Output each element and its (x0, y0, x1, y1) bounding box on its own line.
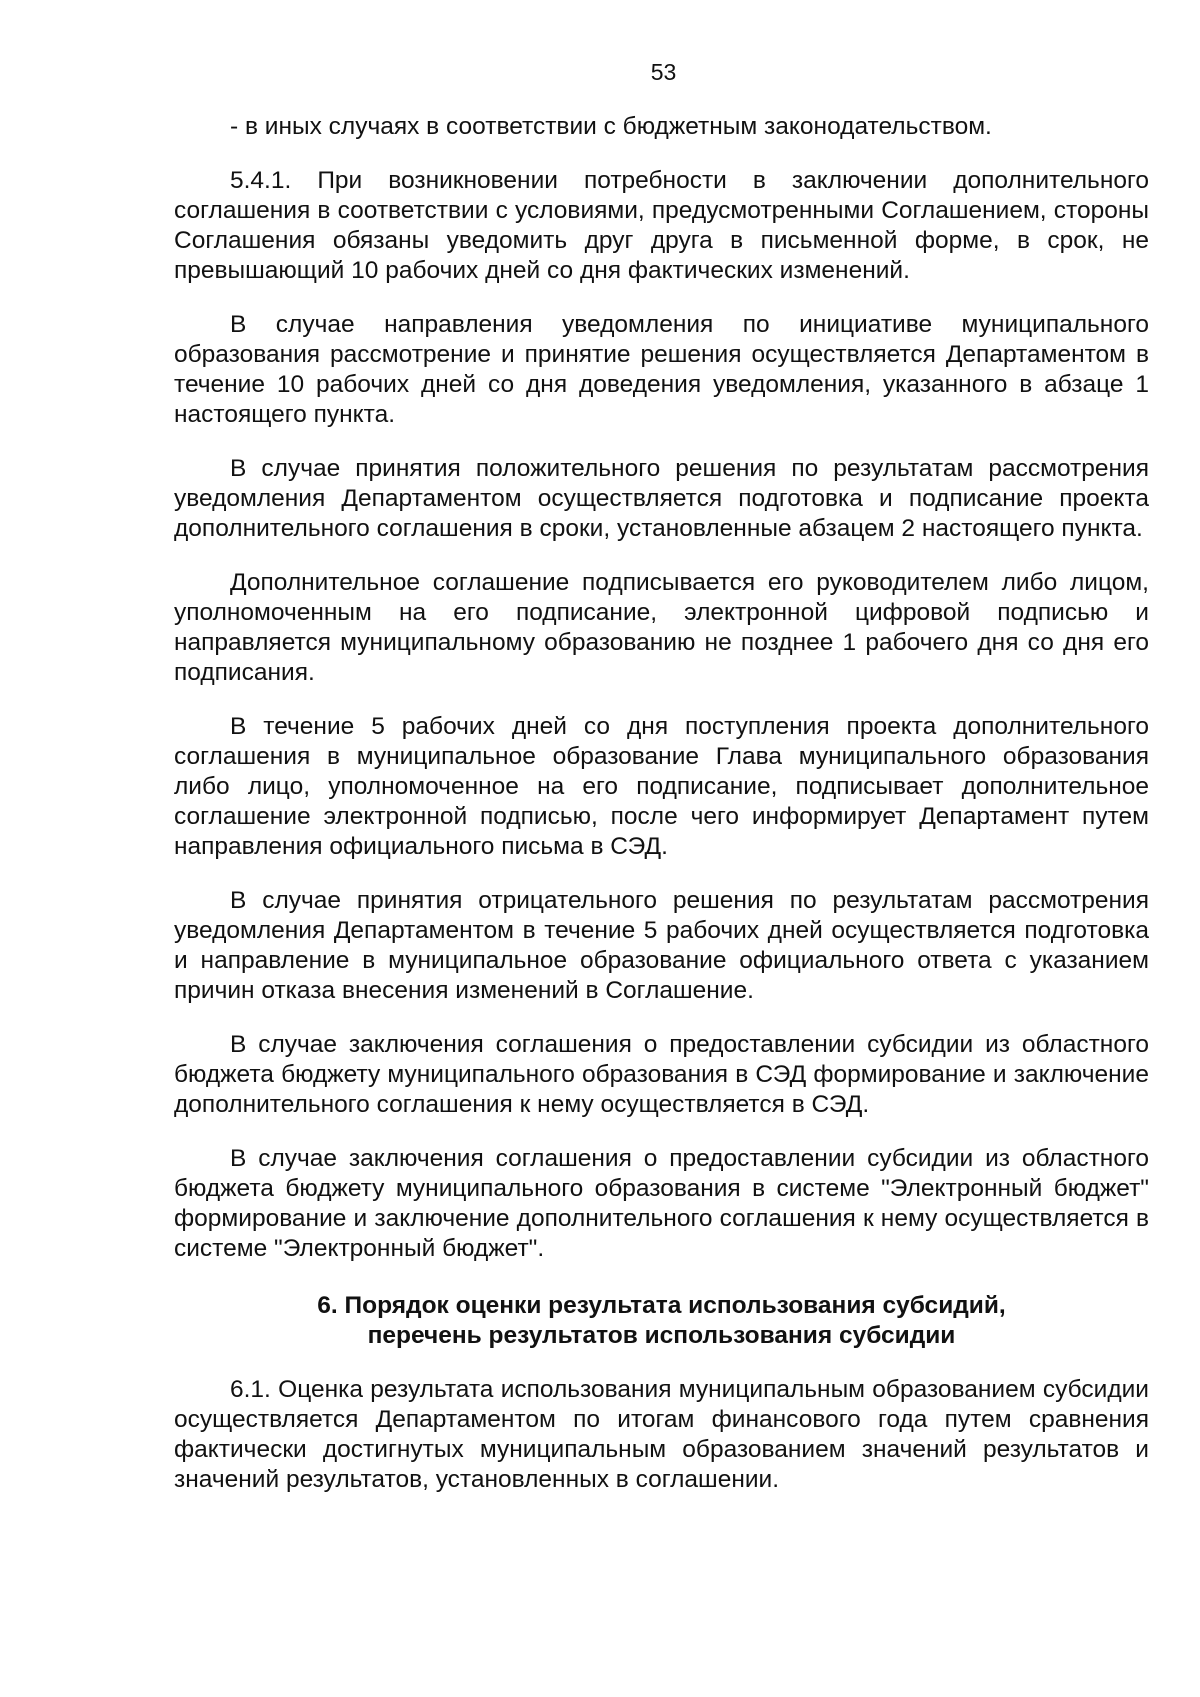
paragraph-5-4-1: 5.4.1. При возникновении потребности в заключении дополнительного соглашения в соответствии с условиями, предусмотренными Соглашением, стороны Соглашения обязаны уведомить друг друга в письменной форме, в срок, не превышающий 10 рабочих дней со дня фактических изменений. (174, 167, 1149, 284)
paragraph-five-days: В течение 5 рабочих дней со дня поступления проекта дополнительного соглашения в муниципальное образование Глава муниципального образования либо лицо, уполномоченное на его подписание, подписывает дополнительное соглашение электронной подписью, после чего информирует Департамент путем направления официального письма в СЭД. (174, 713, 1149, 860)
paragraph-notification-initiative: В случае направления уведомления по инициативе муниципального образования рассмотрение и принятие решения осуществляется Департаментом в течение 10 рабочих дней со дня доведения уведомления, указанного в абзаце 1 настоящего пункта. (174, 311, 1149, 428)
paragraph-signing: Дополнительное соглашение подписывается его руководителем либо лицом, уполномоченным на его подписание, электронной цифровой подписью и направляется муниципальному образованию не позднее 1 рабочего дня со дня его подписания. (174, 569, 1149, 686)
paragraph-sed: В случае заключения соглашения о предоставлении субсидии из областного бюджета бюджету муниципального образования в СЭД формирование и заключение дополнительного соглашения к нему осуществляется в СЭД. (174, 1031, 1149, 1118)
paragraph-6-1: 6.1. Оценка результата использования муниципальным образованием субсидии осуществляется Департаментом по итогам финансового года путем сравнения фактически достигнутых муниципальным образованием значений результатов и значений результатов, установленных в соглашении. (174, 1376, 1149, 1493)
document-body (174, 112, 1149, 1495)
paragraph-budget-legislation: - в иных случаях в соответствии с бюджетным законодательством. (230, 113, 992, 140)
paragraph-negative-decision: В случае принятия отрицательного решения по результатам рассмотрения уведомления Департаментом в течение 5 рабочих дней осуществляется подготовка и направление в муниципальное образование официального ответа с указанием причин отказа внесения изменений в Соглашение. (174, 887, 1149, 1004)
section-6-heading-line-1: 6. Порядок оценки результата использования субсидий, (317, 1292, 1006, 1319)
page-number: 53 (650, 59, 677, 85)
section-6-heading (174, 1291, 1149, 1351)
paragraph-positive-decision: В случае принятия положительного решения по результатам рассмотрения уведомления Департаментом осуществляется подготовка и подписание проекта дополнительного соглашения в сроки, установленные абзацем 2 настоящего пункта. (174, 455, 1149, 542)
section-6-heading-line-2: перечень результатов использования субсидии (367, 1322, 956, 1349)
paragraph-electronic-budget: В случае заключения соглашения о предоставлении субсидии из областного бюджета бюджету муниципального образования в системе "Электронный бюджет" формирование и заключение дополнительного соглашения к нему осуществляется в системе "Электронный бюджет". (174, 1145, 1149, 1262)
